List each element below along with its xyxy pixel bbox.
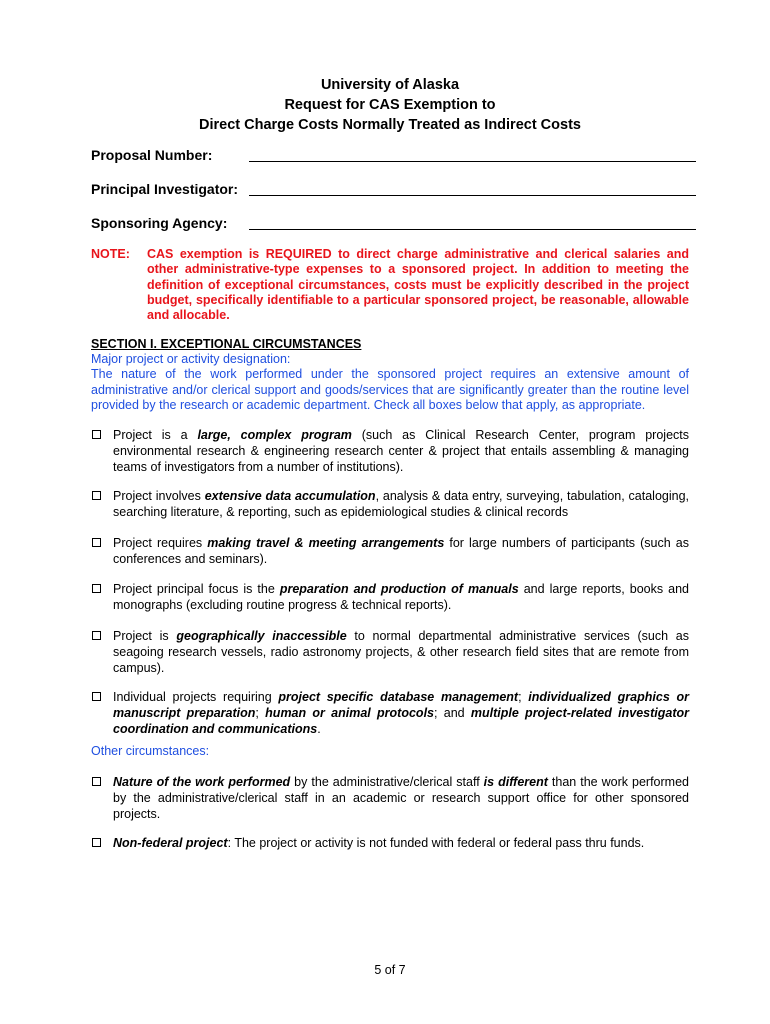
principal-investigator-label: Principal Investigator:: [91, 181, 239, 197]
checkbox[interactable]: [92, 777, 101, 786]
principal-investigator-input[interactable]: [249, 195, 696, 196]
checklist-item-geographically-inaccessible: [91, 628, 689, 676]
page-number: 5 of 7: [374, 963, 406, 977]
item-text: ;: [255, 706, 266, 720]
form-title: [0, 75, 770, 135]
item-emphasis: geographically inaccessible: [176, 629, 347, 643]
checkbox[interactable]: [92, 491, 101, 500]
item-text: by the administrative/clerical staff: [290, 775, 484, 789]
item-emphasis: human or animal protocols: [265, 706, 434, 720]
item-text: than the work performed by the administrative/clerical staff in an academic or research support office for other sponsored projects.: [113, 775, 689, 821]
checkbox[interactable]: [92, 631, 101, 640]
item-text: and large reports, books and monographs (excluding routine progress & technical reports).: [113, 582, 689, 612]
checkbox[interactable]: [92, 692, 101, 701]
item-text: for large numbers of participants (such as conferences and seminars).: [113, 536, 689, 566]
item-text: , analysis & data entry, surveying, tabulation, cataloging, searching literature, & reporting, such as epidemiological studies & clinical records: [113, 489, 690, 519]
title-university: University of Alaska: [320, 77, 460, 93]
checklist-item-manuals: [91, 581, 689, 613]
checkbox[interactable]: [92, 584, 101, 593]
item-text: Project principal focus is the: [113, 582, 280, 596]
item-text: ;: [518, 690, 529, 704]
item-text: Individual projects requiring: [113, 690, 279, 704]
other-circumstances-label: Other circumstances:: [91, 744, 210, 758]
item-text: Project requires: [113, 536, 208, 550]
item-text: to normal departmental administrative services (such as seagoing research vessels, radio astronomy projects, & other research field sites that are remote from campus).: [113, 629, 689, 675]
item-emphasis: is different: [483, 775, 548, 789]
item-emphasis: Non-federal project: [113, 836, 228, 850]
item-text: (such as Clinical Research Center, program projects environmental research & engineering research center & project that entails assembling & managing teams of investigators from a number of institutions).: [113, 428, 690, 474]
item-text: Project involves: [113, 489, 205, 503]
item-emphasis: large, complex program: [197, 428, 352, 442]
item-emphasis: individualized graphics or manuscript preparation: [113, 690, 689, 720]
sponsoring-agency-label: Sponsoring Agency:: [91, 215, 228, 231]
item-emphasis: project specific database management: [278, 690, 519, 704]
item-emphasis: multiple project-related investigator coordination and communications: [113, 706, 690, 736]
title-subject: Direct Charge Costs Normally Treated as Indirect Costs: [199, 117, 581, 133]
checkbox[interactable]: [92, 430, 101, 439]
checklist-item-travel-meetings: [91, 535, 689, 567]
item-text: : The project or activity is not funded with federal or federal pass thru funds.: [227, 836, 645, 850]
major-designation-label: Major project or activity designation:: [91, 352, 291, 366]
checkbox[interactable]: [92, 838, 101, 847]
note-text: CAS exemption is REQUIRED to direct charge administrative and clerical salaries and other administrative-type expenses to a sponsored project. In addition to meeting the definition of exceptional circumstances, costs must be explicitly described in the project budget, specifically identifiable to a particular sponsored project, be reasonable, allowable and allocable.: [147, 247, 689, 323]
checklist-item-large-program: [91, 427, 689, 475]
item-emphasis: preparation and production of manuals: [279, 582, 519, 596]
proposal-number-label: Proposal Number:: [91, 147, 213, 163]
checklist-item-data-accumulation: [91, 488, 689, 520]
item-emphasis: Nature of the work performed: [113, 775, 291, 789]
checkbox[interactable]: [92, 538, 101, 547]
item-text: ; and: [434, 706, 471, 720]
note-label: NOTE:: [91, 247, 130, 261]
checklist-item-nature-of-work: [91, 774, 689, 822]
proposal-number-input[interactable]: [249, 161, 696, 162]
item-emphasis: making travel & meeting arrangements: [207, 536, 445, 550]
checklist-item-individual-projects: [91, 689, 689, 737]
section-intro: The nature of the work performed under the sponsored project requires an extensive amount of administrative and/or clerical support and goods/services that are significantly greater than the routine level provided by the research or academic department. Check all boxes below that apply, as appropriate.: [91, 367, 689, 412]
sponsoring-agency-input[interactable]: [249, 229, 696, 230]
item-text: .: [317, 722, 321, 736]
checklist-item-non-federal: [91, 835, 689, 851]
section-heading: SECTION I. EXCEPTIONAL CIRCUMSTANCES: [91, 337, 362, 351]
item-emphasis: extensive data accumulation: [204, 489, 376, 503]
title-request: Request for CAS Exemption to: [284, 97, 496, 113]
item-text: Project is: [113, 629, 177, 643]
item-text: Project is a: [113, 428, 198, 442]
